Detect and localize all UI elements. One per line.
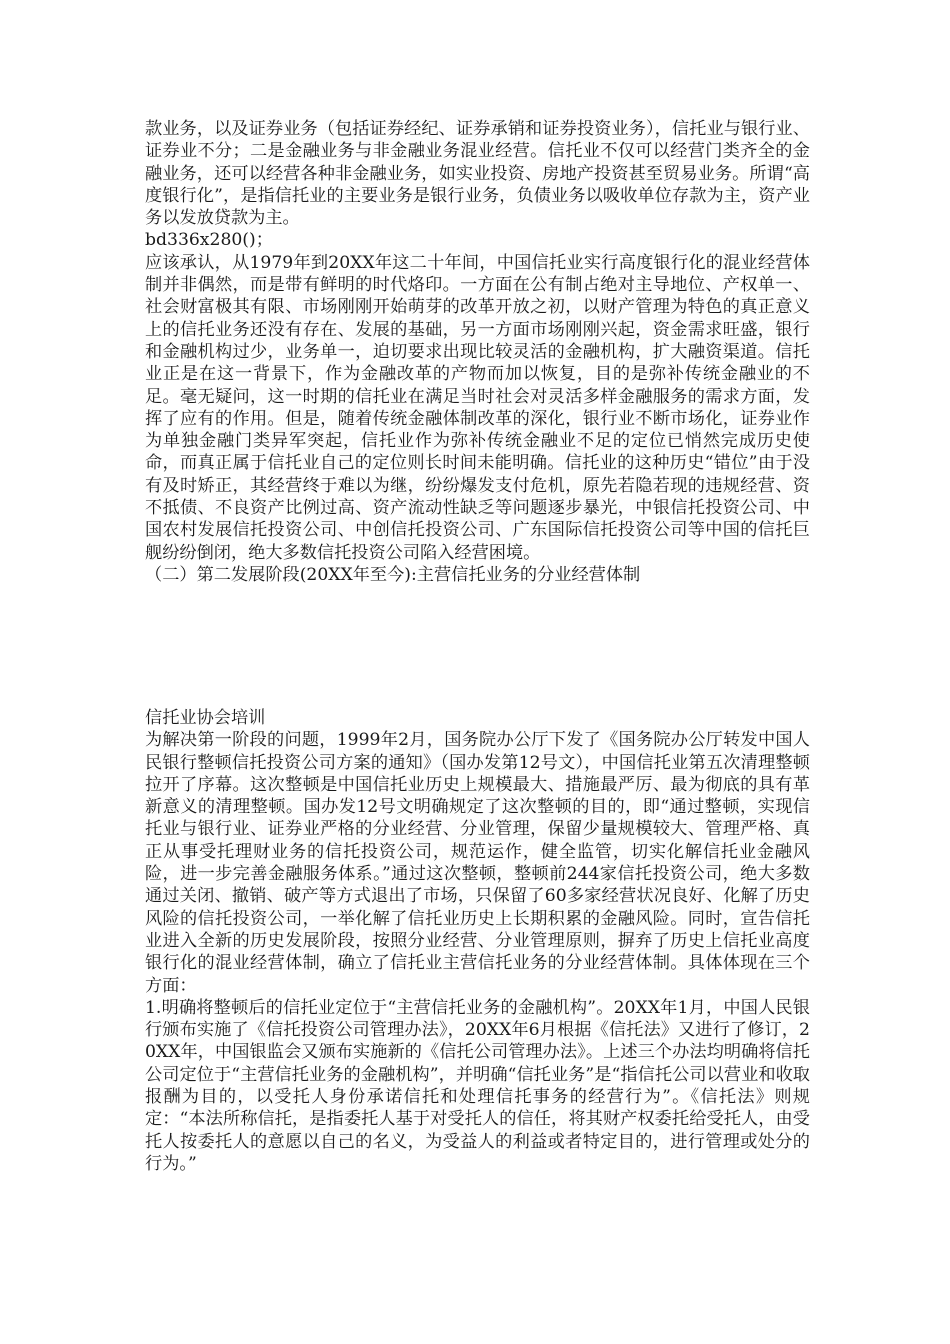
paragraph-point-1-positioning: 1.明确将整顿后的信托业定位于“主营信托业务的金融机构”。20XX年1月，中国人民银行颁布实施了《信托投资公司管理办法》，20XX年6月根据《信托法》又进行了修订，20XX年，中国银监会又颁布实施新的《信托公司管理办法》。上述三个办法均明确将信托公司定位于“主营信托业务的金融机构”，并明确“信托业务”是“指信托公司以营业和收取报酬为目的，以受托人身份承诺信托和处理信托事务的经营行为”。《信托法》则规定：“本法所称信托，是指委托人基于对受托人的信任，将其财产权委托给受托人，由受托人按委托人的意愿以自己的名义，为受益人的利益或者特定目的，进行管理或处分的行为。” xyxy=(145,997,810,1174)
text-section-2 xyxy=(145,707,810,1175)
section-title-association-training: 信托业协会培训 xyxy=(145,708,266,728)
paragraph-fifth-rectification: 为解决第一阶段的问题，1999年2月，国务院办公厅下发了《国务院办公厅转发中国人民银行整顿信托投资公司方案的通知》（国办发第12号文），中国信托业第五次清理整顿拉开了序幕。这次整顿是中国信托业历史上规模最大、措施最严厉、最为彻底的具有革新意义的清理整顿。国办发12号文明确规定了这次整顿的目的，即“通过整顿，实现信托业与银行业、证券业严格的分业经营、分业管理，保留少量规模较大、管理严格、真正从事受托理财业务的信托投资公司，规范运作，健全监管，切实化解信托业金融风险，进一步完善金融服务体系。”通过这次整顿，整顿前244家信托投资公司，绝大多数通过关闭、撤销、破产等方式退出了市场，只保留了60多家经营状况良好、化解了历史风险的信托投资公司，一举化解了信托业历史上长期积累的金融风险。同时，宣告信托业进入全新的历史发展阶段，按照分业经营、分业管理原则，摒弃了历史上信托业高度银行化的混业经营体制，确立了信托业主营信托业务的分业经营体制。具体体现在三个方面： xyxy=(145,730,810,996)
paragraph-ad-code: bd336x280()； xyxy=(145,230,273,251)
section-heading-second-stage: （二）第二发展阶段(20XX年至今):主营信托业务的分业经营体制 xyxy=(145,564,641,585)
paragraph-banking-business: 款业务，以及证券业务（包括证券经纪、证券承销和证券投资业务），信托业与银行业、证券业不分；二是金融业务与非金融业务混业经营。信托业不仅可以经营门类齐全的金融业务，还可以经营各种非金融业务，如实业投资、房地产投资甚至贸易业务。所谓“高度银行化”，是指信托业的主要业务是银行业务，负债业务以吸收单位存款为主，资产业务以发放贷款为主。 xyxy=(145,119,810,229)
text-section-1 xyxy=(145,118,810,586)
paragraph-first-stage-analysis: 应该承认，从1979年到20XX年这二十年间，中国信托业实行高度银行化的混业经营体制并非偶然，而是带有鲜明的时代烙印。一方面在公有制占绝对主导地位、产权单一、社会财富极其有限、市场刚刚开始萌芽的改革开放之初，以财产管理为特色的真正意义上的信托业务还没有存在、发展的基础，另一方面市场刚刚兴起，资金需求旺盛，银行和金融机构过少，业务单一，迫切要求出现比较灵活的金融机构，扩大融资渠道。信托业正是在这一背景下，作为金融改革的产物而加以恢复，目的是弥补传统金融业的不足。毫无疑问，这一时期的信托业在满足当时社会对灵活多样金融服务的需求方面，发挥了应有的作用。但是，随着传统金融体制改革的深化，银行业不断市场化，证券业作为单独金融门类异军突起，信托业作为弥补传统金融业不足的定位已悄然完成历史使命，而真正属于信托业自己的定位则长时间未能明确。信托业的这种历史“错位”由于没有及时矫正，其经营终于难以为继，纷纷爆发支付危机，原先若隐若现的违规经营、资不抵债、不良资产比例过高、资产流动性缺乏等问题逐步暴光，中银信托投资公司、中国农村发展信托投资公司、中创信托投资公司、广东国际信托投资公司等中国的信托巨舰纷纷倒闭，绝大多数信托投资公司陷入经营困境。 xyxy=(145,252,810,563)
